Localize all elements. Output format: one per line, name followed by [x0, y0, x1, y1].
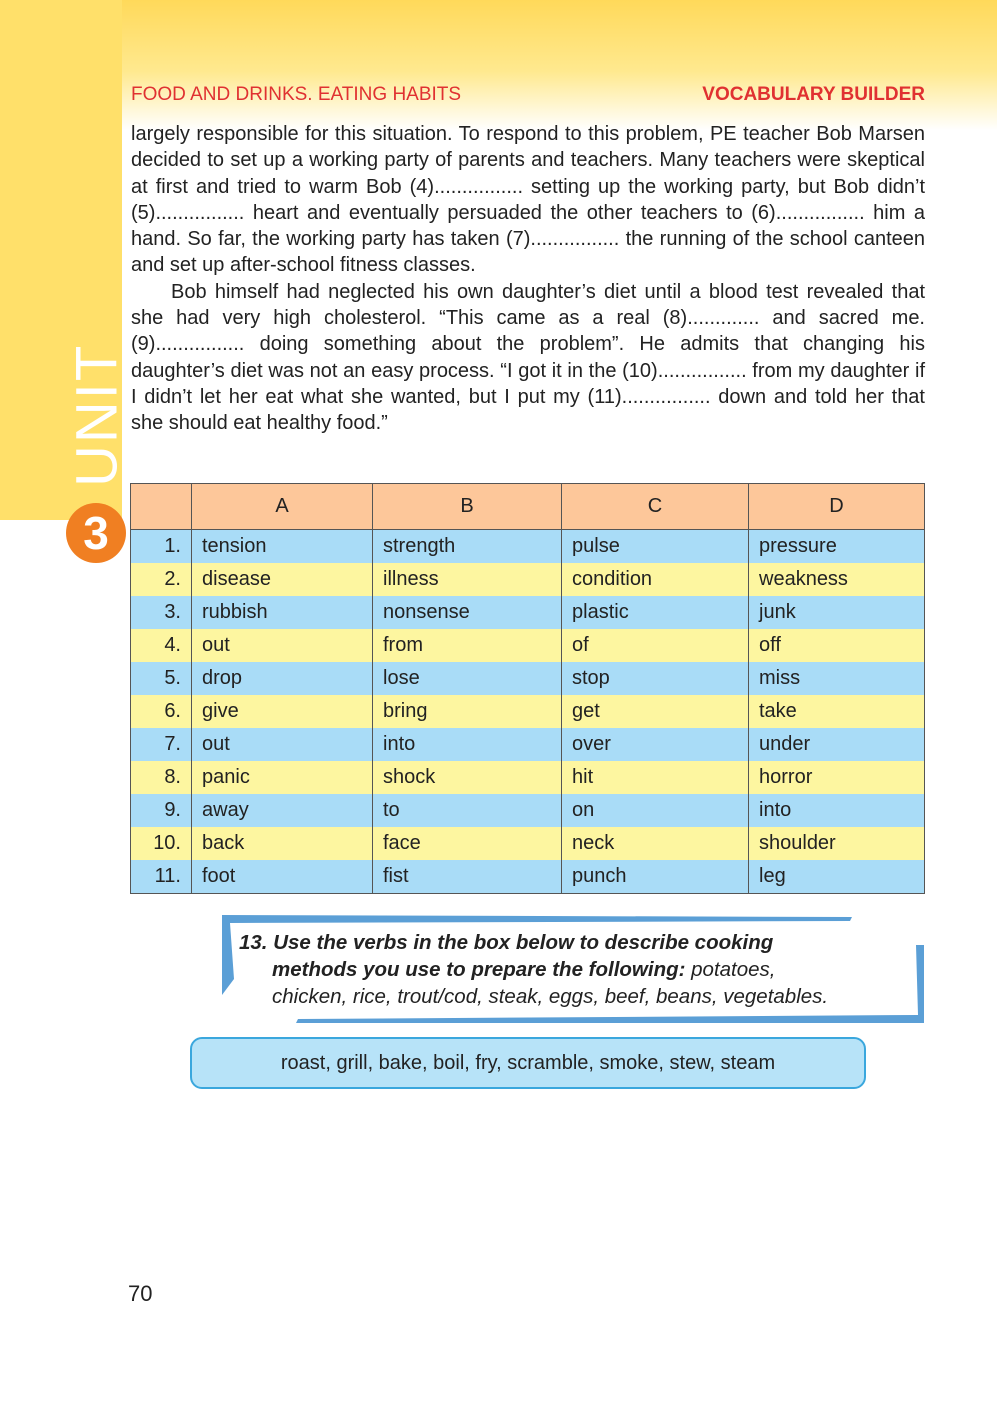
option-cell: to — [373, 794, 562, 827]
option-cell: punch — [562, 860, 749, 894]
option-cell: horror — [749, 761, 925, 794]
question-number-cell: 11. — [131, 860, 192, 894]
passage-paragraph-2: Bob himself had neglected his own daughter’s diet until a blood test revealed that she had very high cholesterol. “This came as a real (8)............. and sacred me. (9)................ doing something about the problem”. He admits that changing his daughter’s diet was not an easy process. “I got it in the (10)................ from my daughter if I didn’t let her eat what she wanted, but I put my (11)................ down and told her that she should eat healthy food.” — [131, 280, 925, 435]
option-cell: condition — [562, 563, 749, 596]
answer-choices-table — [130, 483, 925, 894]
option-cell: foot — [192, 860, 373, 894]
question-number-cell: 3. — [131, 596, 192, 629]
question-number-cell: 7. — [131, 728, 192, 761]
question-number-cell: 2. — [131, 563, 192, 596]
option-cell: plastic — [562, 596, 749, 629]
task-instruction-line2 — [239, 956, 914, 983]
option-cell: strength — [373, 530, 562, 564]
option-cell: over — [562, 728, 749, 761]
table-row — [131, 596, 925, 629]
task-instruction-line1: 13. Use the verbs in the box below to describe cooking — [239, 931, 774, 954]
option-cell: give — [192, 695, 373, 728]
table-header-cell: D — [749, 484, 925, 530]
option-cell: shoulder — [749, 827, 925, 860]
option-cell: leg — [749, 860, 925, 894]
option-cell: take — [749, 695, 925, 728]
option-cell: rubbish — [192, 596, 373, 629]
page-number: 70 — [128, 1281, 153, 1306]
table-row — [131, 827, 925, 860]
option-cell: under — [749, 728, 925, 761]
option-cell: drop — [192, 662, 373, 695]
option-cell: pressure — [749, 530, 925, 564]
unit-label: UNIT — [64, 343, 130, 487]
option-cell: nonsense — [373, 596, 562, 629]
question-number-cell: 4. — [131, 629, 192, 662]
option-cell: from — [373, 629, 562, 662]
option-cell: neck — [562, 827, 749, 860]
option-cell: stop — [562, 662, 749, 695]
table-header-row — [131, 484, 925, 530]
option-cell: tension — [192, 530, 373, 564]
section-title: FOOD AND DRINKS. EATING HABITS — [131, 84, 462, 105]
option-cell: panic — [192, 761, 373, 794]
option-cell: away — [192, 794, 373, 827]
option-cell: shock — [373, 761, 562, 794]
reading-passage — [131, 121, 925, 437]
question-number-cell: 8. — [131, 761, 192, 794]
question-number-cell: 5. — [131, 662, 192, 695]
table-row — [131, 662, 925, 695]
option-cell: into — [749, 794, 925, 827]
question-number-cell: 9. — [131, 794, 192, 827]
option-cell: illness — [373, 563, 562, 596]
option-cell: fist — [373, 860, 562, 894]
option-cell: disease — [192, 563, 373, 596]
task-instruction-line2-bold: methods you use to prepare the following: — [272, 958, 686, 981]
task-instruction-line2-tail: potatoes, — [685, 958, 776, 981]
option-cell: out — [192, 629, 373, 662]
table-row — [131, 563, 925, 596]
option-cell: off — [749, 629, 925, 662]
table-row — [131, 728, 925, 761]
option-cell: bring — [373, 695, 562, 728]
table-row — [131, 761, 925, 794]
option-cell: of — [562, 629, 749, 662]
table-row — [131, 629, 925, 662]
table-header-cell: B — [373, 484, 562, 530]
section-label: VOCABULARY BUILDER — [702, 84, 925, 105]
option-cell: back — [192, 827, 373, 860]
option-cell: get — [562, 695, 749, 728]
table-header-cell — [131, 484, 192, 530]
option-cell: into — [373, 728, 562, 761]
option-cell: hit — [562, 761, 749, 794]
table-header-cell: A — [192, 484, 373, 530]
question-number-cell: 10. — [131, 827, 192, 860]
table-row — [131, 530, 925, 564]
option-cell: junk — [749, 596, 925, 629]
table-row — [131, 860, 925, 894]
option-cell: on — [562, 794, 749, 827]
option-cell: pulse — [562, 530, 749, 564]
option-cell: miss — [749, 662, 925, 695]
option-cell: out — [192, 728, 373, 761]
table-row — [131, 794, 925, 827]
task-instruction-line3: chicken, rice, trout/cod, steak, eggs, beef, beans, vegetables. — [272, 985, 829, 1008]
table-header-cell: C — [562, 484, 749, 530]
unit-number-badge: 3 — [66, 503, 126, 563]
question-number-cell: 6. — [131, 695, 192, 728]
table-row — [131, 695, 925, 728]
verb-word-box: roast, grill, bake, boil, fry, scramble, smoke, stew, steam — [190, 1037, 866, 1089]
option-cell: face — [373, 827, 562, 860]
option-cell: lose — [373, 662, 562, 695]
task-instruction — [239, 929, 914, 1010]
task-13-box — [222, 915, 924, 1025]
option-cell: weakness — [749, 563, 925, 596]
question-number-cell: 1. — [131, 530, 192, 564]
passage-paragraph-1: largely responsible for this situation. To respond to this problem, PE teacher Bob Marsen decided to set up a working party of parents and teachers. Many teachers were skeptical at first and tried to warm Bob (4)................ setting up the working party, but Bob didn’t (5)................ heart and eventually persuaded the other teachers to (6)................ him a hand. So far, the working party has taken (7)................ the running of the school canteen and set up after-school fitness classes. — [131, 123, 925, 277]
page-top-gradient — [0, 0, 997, 130]
